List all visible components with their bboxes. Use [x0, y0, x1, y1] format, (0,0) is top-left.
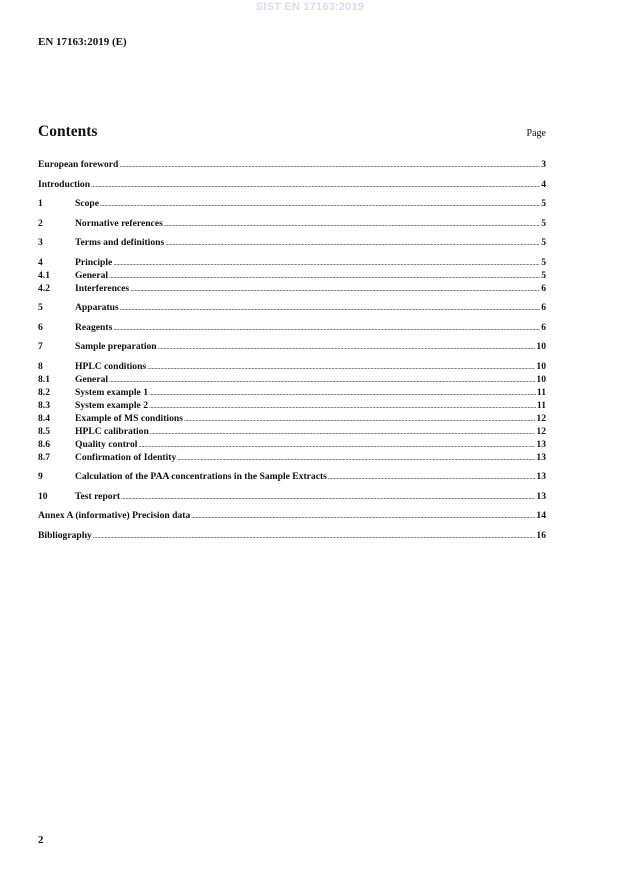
toc-entry-page[interactable]: 10: [536, 373, 546, 385]
toc-entry-page[interactable]: 13: [536, 438, 546, 450]
toc-entry-page[interactable]: 12: [536, 412, 546, 424]
toc-dot-leader: [149, 400, 536, 413]
toc-dot-leader: [113, 257, 540, 270]
toc-entry-title[interactable]: Calculation of the PAA concentrations in the Sample Extracts: [75, 471, 327, 482]
toc-entry-title[interactable]: System example 1: [75, 386, 149, 398]
toc-entry-number: 8.2: [38, 386, 50, 398]
toc-entry-title[interactable]: Terms and definitions: [75, 237, 165, 248]
toc-entry-title[interactable]: General: [75, 269, 109, 281]
toc-dot-leader: [121, 491, 535, 504]
toc-entry-title[interactable]: Apparatus: [75, 302, 119, 313]
toc-entry-number: 4.2: [38, 282, 50, 294]
toc-entry[interactable]: [38, 269, 546, 282]
toc-entry-page[interactable]: 5: [541, 217, 546, 229]
toc-entry-title[interactable]: HPLC conditions: [75, 360, 147, 372]
toc-entry-page[interactable]: 10: [536, 341, 546, 352]
toc-dot-leader: [177, 452, 535, 465]
toc-entry-page[interactable]: 5: [541, 198, 546, 209]
toc-entry-title[interactable]: European foreword: [38, 159, 119, 170]
toc-entry-number: 1: [38, 198, 43, 209]
toc-entry-number: 8.1: [38, 373, 50, 385]
toc-dot-leader: [165, 237, 540, 250]
toc-entry-number: 2: [38, 217, 43, 229]
toc-entry-title[interactable]: Interferences: [75, 282, 130, 294]
toc-entry-page[interactable]: 11: [536, 399, 546, 411]
page-column-label: Page: [526, 128, 546, 139]
toc-entry-page[interactable]: 6: [541, 282, 546, 294]
toc-dot-leader: [130, 283, 540, 296]
toc-dot-leader: [113, 322, 540, 335]
contents-title: Contents: [38, 123, 98, 140]
toc-entry-title[interactable]: General: [75, 373, 109, 385]
toc-entry[interactable]: [38, 158, 546, 171]
toc-entry[interactable]: [38, 256, 546, 269]
toc-entry-title[interactable]: System example 2: [75, 399, 149, 411]
toc-entry-number: 8.5: [38, 425, 50, 437]
toc-entry-title[interactable]: Principle: [75, 256, 113, 268]
toc-entry[interactable]: [38, 425, 546, 438]
toc-entry-page[interactable]: 11: [536, 386, 546, 398]
toc-entry-title[interactable]: Test report: [75, 490, 121, 502]
toc-entry-title[interactable]: Example of MS conditions: [75, 412, 183, 424]
toc-entry-page[interactable]: 6: [541, 321, 546, 333]
toc-dot-leader: [119, 159, 540, 172]
toc-entry[interactable]: [38, 509, 546, 522]
toc-entry-number: 7: [38, 341, 43, 352]
toc-entry-number: 6: [38, 321, 43, 333]
toc-entry[interactable]: [38, 399, 546, 412]
toc-entry-page[interactable]: 4: [541, 178, 546, 190]
toc-entry-title[interactable]: Sample preparation: [75, 341, 157, 352]
toc-entry[interactable]: [38, 236, 546, 249]
toc-dot-leader: [149, 387, 536, 400]
toc-entry[interactable]: [38, 386, 546, 399]
toc-entry-number: 8.3: [38, 399, 50, 411]
toc-entry-title[interactable]: Reagents: [75, 321, 113, 333]
toc-entry[interactable]: [38, 412, 546, 425]
toc-entry[interactable]: [38, 217, 546, 230]
toc-entry[interactable]: [38, 340, 546, 353]
toc-dot-leader: [138, 439, 535, 452]
toc-dot-leader: [91, 179, 540, 192]
toc-dot-leader: [150, 426, 536, 439]
toc-entry-page[interactable]: 13: [536, 451, 546, 463]
toc-entry-title[interactable]: Quality control: [75, 438, 138, 450]
toc-entry-number: 3: [38, 237, 43, 248]
toc-entry[interactable]: [38, 373, 546, 386]
toc-entry-number: 8: [38, 360, 43, 372]
toc-entry[interactable]: [38, 470, 546, 483]
toc-entry-title[interactable]: HPLC calibration: [75, 425, 149, 437]
toc-entry-page[interactable]: 5: [541, 237, 546, 248]
toc-entry[interactable]: [38, 438, 546, 451]
toc-dot-leader: [158, 341, 536, 354]
toc-dot-leader: [328, 471, 536, 484]
toc-entry[interactable]: [38, 490, 546, 503]
toc-entry-number: 8.7: [38, 451, 50, 463]
toc-dot-leader: [120, 302, 540, 315]
toc-dot-leader: [93, 530, 536, 543]
document-id: EN 17163:2019 (E): [38, 36, 127, 48]
toc-entry-page[interactable]: 5: [541, 269, 546, 281]
watermark: SIST EN 17163:2019: [255, 1, 365, 13]
toc-entry-number: 8.4: [38, 412, 50, 424]
toc-entry-title[interactable]: Introduction: [38, 178, 91, 190]
toc-entry-title[interactable]: Bibliography: [38, 529, 92, 541]
toc-entry[interactable]: [38, 178, 546, 191]
toc-dot-leader: [184, 413, 535, 426]
toc-entry-page[interactable]: 13: [536, 471, 546, 482]
toc-entry[interactable]: [38, 451, 546, 464]
toc-entry-page[interactable]: 6: [541, 302, 546, 313]
toc-dot-leader: [109, 270, 540, 283]
toc-entry-title[interactable]: Normative references: [75, 217, 163, 229]
toc-dot-leader: [100, 198, 540, 211]
toc-entry[interactable]: [38, 197, 546, 210]
toc-entry-title[interactable]: Confirmation of Identity: [75, 451, 177, 463]
toc-entry-number: 10: [38, 490, 48, 502]
toc-dot-leader: [191, 510, 535, 523]
table-of-contents: [38, 158, 546, 542]
toc-entry[interactable]: [38, 321, 546, 334]
toc-entry-number: 8.6: [38, 438, 50, 450]
toc-entry-page[interactable]: 3: [541, 159, 546, 170]
toc-entry-page[interactable]: 5: [541, 256, 546, 268]
toc-dot-leader: [164, 218, 540, 231]
toc-dot-leader: [147, 361, 535, 374]
toc-entry-page[interactable]: 10: [536, 360, 546, 372]
page-number: 2: [38, 834, 44, 846]
toc-entry-page[interactable]: 16: [536, 529, 546, 541]
toc-entry-number: 4.1: [38, 269, 50, 281]
toc-entry[interactable]: [38, 282, 546, 295]
toc-dot-leader: [109, 374, 535, 387]
toc-entry-number: 5: [38, 302, 43, 313]
toc-entry[interactable]: [38, 360, 546, 373]
toc-entry-title[interactable]: Annex A (informative) Precision data: [38, 510, 191, 521]
toc-entry-title[interactable]: Scope: [75, 198, 99, 209]
toc-entry-page[interactable]: 13: [536, 490, 546, 502]
toc-entry-number: 9: [38, 471, 43, 482]
toc-entry-number: 4: [38, 256, 43, 268]
toc-entry[interactable]: [38, 529, 546, 542]
toc-entry-page[interactable]: 14: [536, 510, 546, 521]
toc-entry-page[interactable]: 12: [536, 425, 546, 437]
toc-entry[interactable]: [38, 301, 546, 314]
